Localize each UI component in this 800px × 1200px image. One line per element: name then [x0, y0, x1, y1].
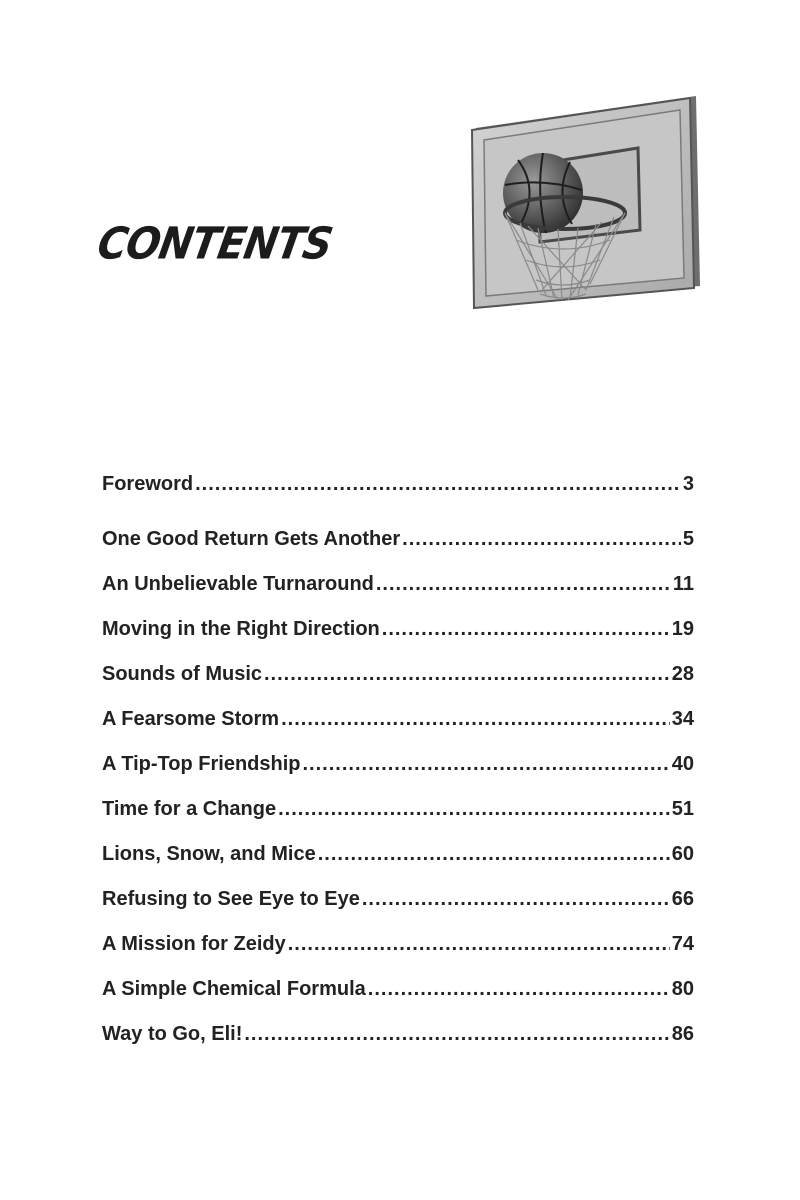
- toc-title: A Mission for Zeidy: [102, 933, 286, 955]
- toc-entry: [102, 843, 694, 888]
- toc-leader: [402, 528, 681, 551]
- toc-page-number: 11: [672, 573, 694, 595]
- toc-leader: [382, 618, 670, 641]
- toc-entry: [102, 1023, 694, 1068]
- toc-leader: [244, 1023, 669, 1046]
- toc-leader: [195, 473, 681, 496]
- toc-entry: [102, 473, 694, 528]
- toc-page-number: 66: [671, 888, 694, 910]
- toc-entry: [102, 978, 694, 1023]
- toc-leader: [368, 978, 670, 1001]
- toc-title: Refusing to See Eye to Eye: [102, 888, 360, 910]
- toc-leader: [362, 888, 670, 911]
- toc-page-number: 3: [682, 473, 694, 495]
- toc-title: A Simple Chemical Formula: [102, 978, 366, 1000]
- toc-page-number: 19: [671, 618, 694, 640]
- toc-entry: [102, 618, 694, 663]
- toc-title: Lions, Snow, and Mice: [102, 843, 316, 865]
- toc-page-number: 80: [671, 978, 694, 1000]
- toc-title: One Good Return Gets Another: [102, 528, 401, 550]
- toc-title: Way to Go, Eli!: [102, 1023, 243, 1045]
- toc-page-number: 28: [671, 663, 694, 685]
- toc-title: Foreword: [102, 473, 194, 495]
- page-title: CONTENTS: [93, 218, 336, 270]
- toc-entry: [102, 798, 694, 843]
- toc-leader: [376, 573, 671, 596]
- toc-page-number: 86: [671, 1023, 694, 1045]
- toc-leader: [288, 933, 670, 956]
- toc-title: An Unbelievable Turnaround: [102, 573, 374, 595]
- toc-leader: [281, 708, 670, 731]
- toc-leader: [278, 798, 670, 821]
- toc-page-number: 34: [671, 708, 694, 730]
- toc-entry: [102, 528, 694, 573]
- toc-leader: [264, 663, 670, 686]
- toc-entry: [102, 573, 694, 618]
- toc-leader: [303, 753, 670, 776]
- basketball-hoop-icon: [468, 90, 708, 330]
- toc-page-number: 74: [671, 933, 694, 955]
- toc-page-number: 40: [671, 753, 694, 775]
- toc-entry: [102, 888, 694, 933]
- toc-page-number: 5: [682, 528, 694, 550]
- table-of-contents: [102, 473, 694, 1068]
- toc-page-number: 60: [671, 843, 694, 865]
- toc-entry: [102, 753, 694, 798]
- toc-title: Sounds of Music: [102, 663, 262, 685]
- toc-entry: [102, 708, 694, 753]
- toc-leader: [318, 843, 670, 866]
- toc-title: Time for a Change: [102, 798, 277, 820]
- toc-title: A Tip-Top Friendship: [102, 753, 301, 775]
- toc-title: A Fearsome Storm: [102, 708, 280, 730]
- toc-entry: [102, 933, 694, 978]
- toc-title: Moving in the Right Direction: [102, 618, 380, 640]
- toc-page-number: 51: [671, 798, 694, 820]
- toc-entry: [102, 663, 694, 708]
